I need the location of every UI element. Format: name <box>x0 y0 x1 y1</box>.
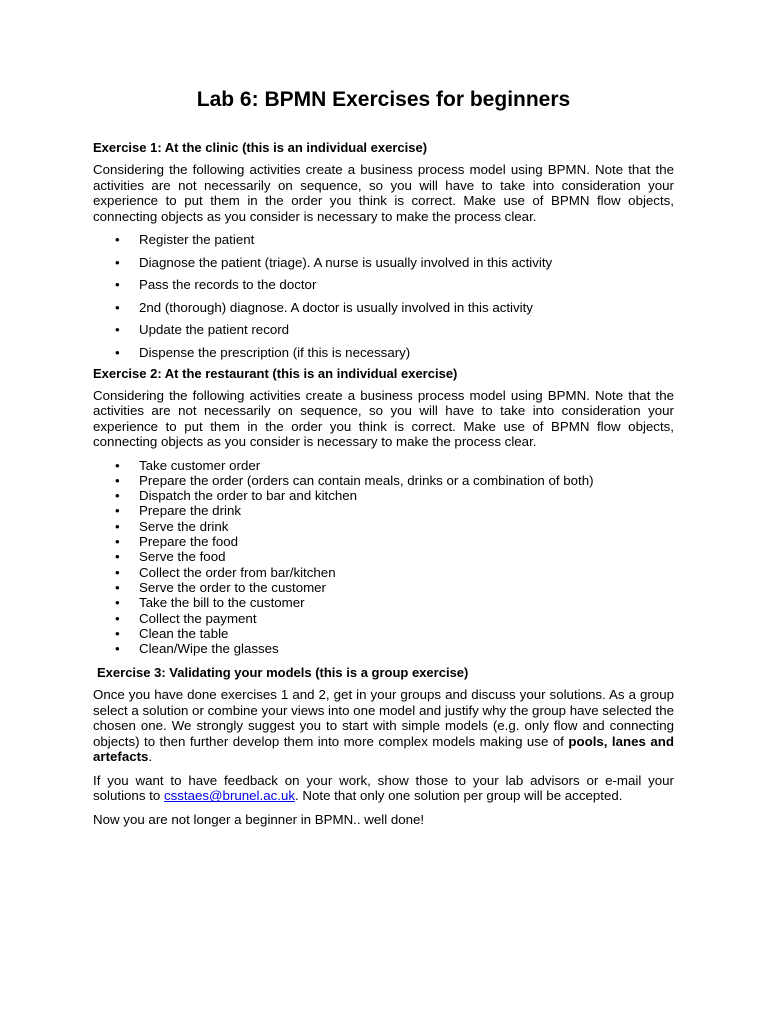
bullet-icon: • <box>115 610 120 626</box>
list-item: • Register the patient <box>115 232 255 247</box>
list-item: • Serve the order to the customer <box>115 579 326 595</box>
bullet-icon: • <box>115 641 120 657</box>
list-item: • Clean the table <box>115 625 229 641</box>
exercise-1-section <box>93 140 674 361</box>
list-item: • Dispatch the order to bar and kitchen <box>115 488 358 504</box>
list-item: • Prepare the order (orders can contain meals, drinks or a combination of both) <box>115 472 594 488</box>
email-link[interactable]: csstaes@brunel.ac.uk <box>163 788 295 804</box>
list-item: • Collect the payment <box>115 610 257 626</box>
list-item: • Collect the order from bar/kitchen <box>115 564 336 580</box>
bullet-icon: • <box>115 277 120 293</box>
exercise-1-list <box>93 232 674 361</box>
feedback-paragraph: If you want to have feedback on your work, show those to your lab advisors or e-mail your solutions to csstaes@brunel.ac.uk. Note that only one solution per group will be accepted. <box>93 772 674 804</box>
exercise-2-list <box>93 458 674 657</box>
bullet-icon: • <box>115 518 120 534</box>
bullet-icon: • <box>115 322 120 338</box>
exercise-2-intro: Considering the following activities create a business process model using BPMN. Note that the activities are not necessarily on sequence, so you will have to take into consideration your experience to put them in the order you think is correct. Make use of BPMN flow objects, connecting objects as you consider is necessary to make the process clear. <box>93 387 674 450</box>
list-item: • Prepare the drink <box>115 503 241 519</box>
list-item: • Serve the food <box>115 549 226 565</box>
closing-line: Now you are not longer a beginner in BPMN.. well done! <box>93 811 425 827</box>
list-item: • Take customer order <box>115 457 261 473</box>
list-item: • Prepare the food <box>115 534 239 550</box>
bullet-icon: • <box>115 344 120 360</box>
bullet-icon: • <box>115 488 120 504</box>
exercise-2-section <box>93 366 674 657</box>
list-item: • 2nd (thorough) diagnose. A doctor is usually involved in this activity <box>115 299 533 315</box>
bullet-icon: • <box>115 579 120 595</box>
list-item: • Take the bill to the customer <box>115 595 305 611</box>
bullet-icon: • <box>115 534 120 550</box>
bold-term: pools, lanes and artefacts <box>93 733 674 765</box>
bullet-icon: • <box>115 472 120 488</box>
list-item: • Pass the records to the doctor <box>115 277 317 293</box>
bullet-icon: • <box>115 232 120 247</box>
bullet-icon: • <box>115 549 120 565</box>
exercise-3-body: Once you have done exercises 1 and 2, get in your groups and discuss your solutions. As a group select a solution or combine your views into one model and justify why the group have selected the chosen one. We strongly suggest you to start with simple models (e.g. only flow and connecting objects) to then further develop them into more complex models making use of pools, lanes and artefacts. <box>93 687 674 765</box>
bullet-icon: • <box>115 564 120 580</box>
exercise-3-section <box>93 665 674 765</box>
bullet-icon: • <box>115 595 120 611</box>
exercise-2-heading: Exercise 2: At the restaurant (this is an individual exercise) <box>93 365 458 381</box>
bullet-icon: • <box>115 503 120 519</box>
bullet-icon: • <box>115 299 120 315</box>
exercise-1-heading: Exercise 1: At the clinic (this is an individual exercise) <box>93 140 428 155</box>
list-item: • Dispense the prescription (if this is necessary) <box>115 344 411 360</box>
bullet-icon: • <box>115 254 120 270</box>
bullet-icon: • <box>115 625 120 641</box>
exercise-1-intro: Considering the following activities create a business process model using BPMN. Note that the activities are not necessarily on sequence, so you will have to take into consideration your experience to put them in the order you think is correct. Make use of BPMN flow objects, connecting objects as you consider is necessary to make the process clear. <box>93 162 674 224</box>
bullet-icon: • <box>115 457 120 473</box>
document-title: Lab 6: BPMN Exercises for beginners <box>196 88 571 111</box>
list-item: • Diagnose the patient (triage). A nurse is usually involved in this activity <box>115 254 553 270</box>
list-item: • Update the patient record <box>115 322 290 338</box>
list-item: • Serve the drink <box>115 518 229 534</box>
exercise-3-heading: Exercise 3: Validating your models (this is a group exercise) <box>97 665 469 681</box>
document-page <box>93 86 674 835</box>
list-item: • Clean/Wipe the glasses <box>115 641 279 657</box>
